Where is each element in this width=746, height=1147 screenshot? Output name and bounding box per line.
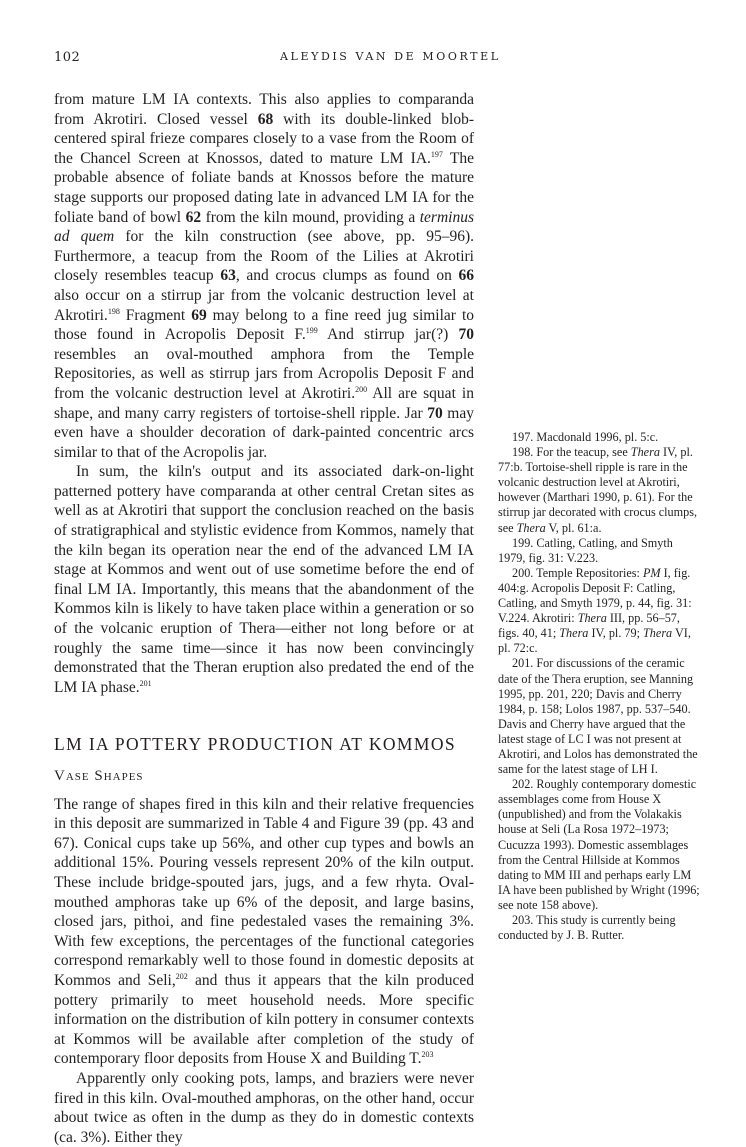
page-number: 102 [54, 50, 81, 65]
main-text-column [54, 90, 474, 1147]
subsection-heading: Vase Shapes [54, 768, 144, 784]
text-run: from the kiln mound, providing a [201, 208, 420, 226]
text-run: The probable absence of foliate bands at Knossos before the mature stage supports our proposed dating late in advanced LM IA for the foliate band of bowl [54, 149, 474, 226]
text-run: 200. Temple Repositories: [512, 565, 643, 580]
italic-term: terminus ad quem [54, 208, 474, 246]
italic-title: Thera [577, 611, 607, 626]
footnote-ref-200: 200 [355, 384, 368, 394]
italic-title: Thera [559, 626, 589, 641]
text-run: from mature LM IA contexts. This also applies to comparanda from Akrotiri. Closed vessel [54, 91, 474, 128]
catalog-number: 69 [191, 306, 207, 324]
footnote-202: 202. Roughly contemporary domestic assemblages come from House X (unpublished) and from the Volakakis house at Seli (La Rosa 1972–1973; Cucuzza 1993). Domestic assemblages from the Central Hillside at Kommos dating to MM III and perhaps early LM IA have been published by Wright (1996; see note 158 above). [498, 777, 700, 912]
catalog-number: 62 [185, 208, 202, 226]
paragraph-3 [54, 795, 474, 1069]
text-run: And stirrup jar(?) [317, 326, 459, 344]
footnote-203: 203. This study is currently being conducted by J. B. Rutter. [498, 913, 676, 943]
footnote-ref-199: 199 [305, 325, 318, 335]
paragraph-1 [54, 90, 474, 462]
text-run: resembles an oval-mouthed amphora from the Temple Repositories, as well as stirrup jars from Acropolis Deposit F and from the volcanic destruction level at Akrotiri. [54, 345, 474, 402]
footnote-197: 197. Macdonald 1996, pl. 5:c. [512, 430, 659, 444]
section-heading: LM IA POTTERY PRODUCTION AT KOMMOS [54, 734, 457, 755]
catalog-number: 70 [458, 326, 475, 344]
text-run: Fragment [119, 306, 192, 324]
text-run: V, pl. 61:a. [545, 520, 602, 535]
footnote-201: 201. For discussions of the ceramic date of the Thera eruption, see Manning 1995, pp. 201, 220; Davis and Cherry 1984, p. 158; Lolos 1987, pp. 537–540. Davis and Cherry have argued that the latest stage of LC I was not present at Akrotiri, and Lolos has demonstrated the same for the latest stage of LH I. [498, 656, 698, 777]
running-head: ALEYDIS VAN DE MOORTEL [280, 50, 501, 63]
footnotes-column [498, 430, 702, 943]
text-run: IV, pl. 77:b. Tortoise-shell ripple is rare in the volcanic destruction level at Akrotiri, however (Marthari 1990, p. 61). For the stirrup jar decorated with crocus clumps, see [498, 445, 697, 535]
text-run: also occur on a stirrup jar from the volcanic destruction level at Akrotiri. [54, 286, 474, 324]
catalog-number: 63 [220, 267, 236, 285]
text-run: with its double-linked blob-centered spiral frieze compares closely to a vase from the Room of the Chancel Screen at Knossos, dated to mature LM IA. [54, 110, 474, 167]
text-run: The range of shapes fired in this kiln and their relative frequencies in this deposit are summarized in Table 4 and Figure 39 (pp. 43 and 67). Conical cups take up 56%, and other cup types and bowls an additional 15%. Pouring vessels represent 20% of the kiln output. These include bridge-spouted jars, jugs, and a few rhyta. Oval-mouthed amphoras take up 6% of the deposit, and large basins, closed jars, pithoi, and fine pedestaled vases the remaining 3%. With few exceptions, the percentages of the functional categories correspond remarkably well to those found in domestic deposits at Kommos and Seli, [54, 795, 474, 989]
text-run: All are squat in shape, and many carry registers of tortoise-shell ripple. Jar [54, 384, 474, 422]
text-run: III, pp. 56–57, figs. 40, 41; [498, 611, 680, 641]
text-run: 198. For the teacup, see [512, 445, 631, 460]
catalog-number: 66 [458, 267, 474, 285]
catalog-number: 70 [427, 404, 443, 422]
catalog-number: 68 [257, 110, 274, 128]
paragraph-4: Apparently only cooking pots, lamps, and braziers were never fired in this kiln. Oval-mouthed amphoras, on the other hand, occur about twice as often in the dump as they do in domestic contexts (ca. 3%). Either they [54, 1069, 474, 1146]
page-header [0, 50, 746, 72]
text-run: VI, pl. 72:c. [498, 626, 691, 656]
text-run: and thus it appears that the kiln produced pottery primarily to meet household needs. More specific information on the distribution of kiln pottery in consumer contexts at Kommos will be available after completion of the study of contemporary floor deposits from House X and Building T. [54, 971, 474, 1068]
italic-title: Thera [630, 445, 660, 460]
footnote-200 [498, 566, 702, 657]
footnote-ref-197: 197 [430, 149, 443, 159]
text-run: IV, pl. 79; [588, 626, 644, 641]
footnote-199: 199. Catling, Catling, and Smyth 1979, fig. 31: V.223. [498, 535, 673, 565]
text-run: may belong to a fine reed jug similar to those found in Acropolis Deposit F. [54, 306, 474, 344]
text-run: I, fig. 404:g. Acropolis Deposit F: Catling, Catling, and Smyth 1979, p. 44, fig. 31: V.224. Akrotiri: [498, 565, 692, 626]
footnote-ref-202: 202 [175, 971, 188, 981]
italic-title: Thera [643, 626, 673, 641]
text-run: , and crocus clumps as found on [235, 267, 459, 285]
italic-title: PM [642, 565, 661, 580]
text-run: In sum, the kiln's output and its associated dark-on-light patterned pottery have comparanda at other central Cretan sites as well as at Akrotiri that support the conclusion reached on the basis of stratigraphical and stylistic evidence from Kommos, namely that the kiln began its operation near the end of the advanced LM IA stage at Kommos and went out of use sometime before the end of final LM IA. Importantly, this means that the abandonment of the Kommos kiln is likely to have taken place within a generation or so of the volcanic eruption of Thera—either not long before or at roughly the same time—since it has now been convincingly demonstrated that the Theran eruption also predated the end of the LM IA phase. [54, 463, 474, 696]
footnote-198 [498, 445, 702, 536]
text-run: may even have a shoulder decoration of dark-painted concentric arcs similar to that of the Acropolis jar. [54, 404, 474, 461]
paragraph-2 [54, 462, 474, 697]
text-run: for the kiln construction (see above, pp. 95–96). Furthermore, a teacup from the Room of the Lilies at Akrotiri closely resembles teacup [54, 228, 475, 285]
footnote-ref-198: 198 [107, 306, 120, 316]
footnote-ref-203: 203 [421, 1050, 434, 1060]
footnote-ref-201: 201 [139, 678, 152, 688]
italic-title: Thera [516, 520, 546, 535]
